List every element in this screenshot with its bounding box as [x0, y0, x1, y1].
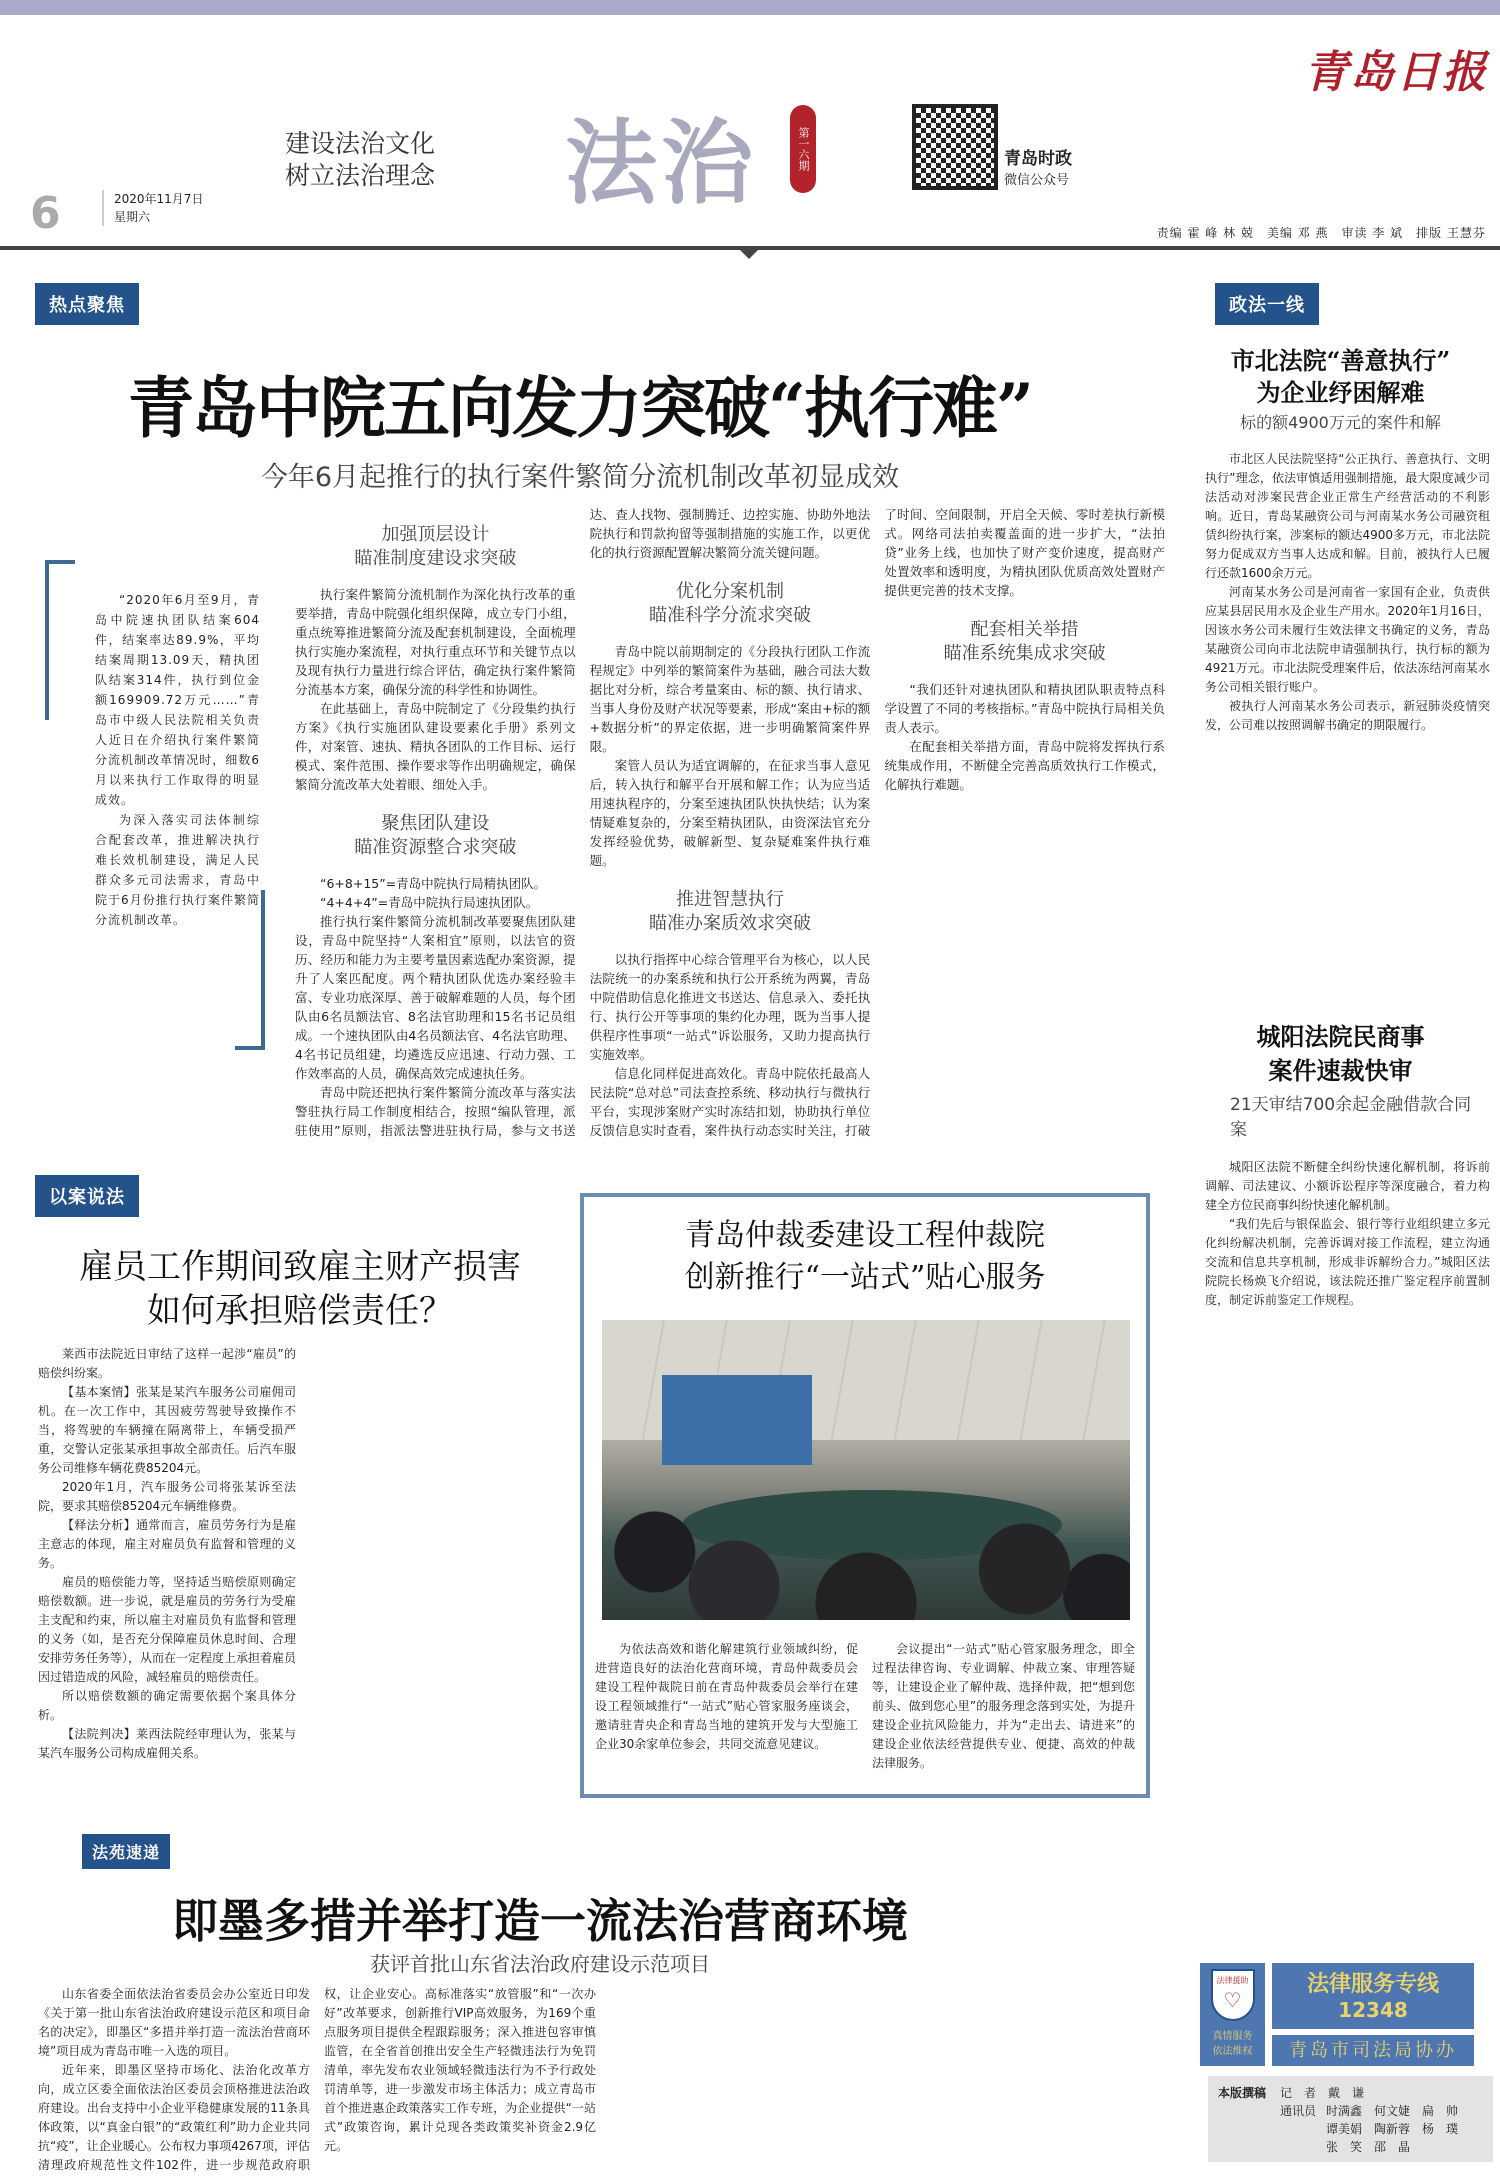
- paragraph: 山东省委全面依法治省委员会办公室近日印发《关于第一批山东省法治政府建设示范区和项目命名的决定》，即墨区“多措并举打造一流法治营商环境”项目成为青岛市唯一入选的项目。: [38, 1987, 310, 2058]
- hotline-number: 12348: [1338, 1998, 1408, 2022]
- motto-line: 建设法治文化: [285, 129, 436, 158]
- editor-byline: 责编 霍 峰 林 兢 美编 邓 燕 审读 李 斌 排版 王慧芬: [1156, 226, 1486, 240]
- paragraph: 在配套相关举措方面，青岛中院将发挥执行系统集成作用，不断健全完善高质效执行工作模式，化解执行难题。: [884, 739, 1165, 792]
- lead-subtitle: 今年6月起推行的执行案件繁简分流机制改革初显成效: [260, 462, 900, 493]
- subheading-line: 加强顶层设计: [381, 524, 490, 545]
- hotline-label: 法律服务专线: [1306, 1972, 1439, 1997]
- pointer-icon: [740, 250, 758, 259]
- right-headline-2: [1188, 1020, 1493, 1088]
- slogan: 真情服务: [1212, 2031, 1253, 2042]
- paragraph: 青岛中院以前期制定的《分段执行团队工作流程规定》中列举的繁简案件为基础，融合司法大数据比对分析，综合考量案由、标的额、执行请求、当事人身份及财产状况等要素，形成“案由+标的额+数据分析”的界定依据，进一步明确繁简案件界限。: [589, 644, 871, 754]
- paragraph: 以执行指挥中心综合管理平台为核心，以人民法院统一的办案系统和执行公开系统为两翼，青岛中院借助信息化推进文书送达、信息录入、委托执行、执行公开等事项的集约化办理，既为当事人提供程序性事项“一站式”诉讼服务，又助力提高执行实施效率。: [589, 952, 871, 1062]
- badge-text: 法律援助: [1216, 1976, 1249, 1985]
- credits-label: 本版撰稿: [1218, 2086, 1267, 2100]
- paragraph: 【法院判决】莱西法院经审理认为，张某与某汽车服务公司构成雇佣关系。: [38, 1727, 296, 1760]
- correspondents: 时满鑫 何文婕 扁 帅: [1326, 2104, 1459, 2118]
- paragraph: 【释法分析】通常而言，雇员劳务行为是雇主意志的体现，雇主对雇员负有监督和管理的义务。: [38, 1518, 296, 1570]
- paragraph: 信息化同样促进高效化。青岛中院依托最高人民法院“总对总”司法查控系统、移动执行与微执行平台，实现涉案财产实时冻结扣划，协助执行单位反馈信息实时查看，案件执行动态实时关注，打破了时间、空间限制，开启全天候、零时差执行新模式。网络司法拍卖覆盖面的进一步扩大，“法拍贷”业务上线，也加快了财产变价速度，提高财产处置效率和透明度，为精执团队优质高效处置财产提供更完善的技术支撑。: [589, 507, 1165, 1138]
- bottom-headline: 即墨多措并举打造一流法治营商环境: [172, 1894, 908, 1948]
- bottom-subtitle: 获评首批山东省法治政府建设示范项目: [370, 1952, 710, 1976]
- paragraph: 会议提出“一站式”贴心管家服务理念，即全过程法律咨询、专业调解、仲裁立案、审理答疑等，让建设企业了解仲裁、选择仲裁，把“想到您前头、做到您心里”的服务理念落到实处，为提升建设企业抗风险能力，并为“走出去、请进来”的建设企业依法经营提供专业、便捷、高效的仲裁法律服务。: [872, 1642, 1135, 1770]
- subheading-line: 瞄准系统集成求突破: [943, 643, 1106, 664]
- motto-line: 树立法治理念: [285, 161, 436, 190]
- slogan: 依法维权: [1212, 2046, 1253, 2057]
- reporter: 戴 谦: [1328, 2086, 1365, 2100]
- subheading-line: 瞄准制度建设求突破: [354, 548, 517, 569]
- section-tag: 法苑速递: [82, 1834, 170, 1869]
- paragraph: 城阳区法院不断健全纠纷快速化解机制，将诉前调解、司法建议、小额诉讼程序等深度融合，着力构建全方位民商事纠纷快速化解机制。: [1205, 1160, 1490, 1212]
- headline-line: 市北法院“善意执行”: [1230, 346, 1451, 375]
- box-body: [595, 1640, 1135, 1790]
- case-headline: [30, 1245, 570, 1333]
- subheading: [590, 888, 871, 936]
- right-subtitle-2: 21天审结700余起金融借款合同案: [1230, 1095, 1472, 1140]
- paragraph: 为依法高效和谐化解建筑行业领域纠纷，促进营造良好的法治化营商环境，青岛仲裁委员会建设工程仲裁院日前在青岛仲裁委员会举行在建设工程领域推行“一站式”贴心管家服务座谈会，邀请驻青央企和青岛当地的建筑开发与大型施工企业30余家单位参会，共同交流意见建议。: [595, 1642, 858, 1751]
- subheading: [884, 618, 1165, 666]
- headline-line: 为企业纾困解难: [1256, 378, 1425, 407]
- headline-line: 创新推行“一站式”贴心服务: [684, 1260, 1046, 1295]
- section-tag: 以案说法: [35, 1175, 139, 1217]
- correspondent-label: 通讯员: [1280, 2104, 1317, 2118]
- subheading-line: 瞄准办案质效求突破: [648, 913, 811, 934]
- subheading-line: 推进智慧执行: [675, 889, 784, 910]
- issue-seal: 第一六期: [790, 105, 816, 193]
- correspondents: 张 笑 邵 晶: [1326, 2140, 1411, 2154]
- top-band: [0, 0, 1500, 15]
- sponsor: 青岛市司法局协办: [1272, 2035, 1474, 2066]
- qr-code-icon: [912, 104, 998, 190]
- section-tag: 政法一线: [1215, 283, 1319, 325]
- right-headline-1: [1188, 345, 1493, 409]
- paragraph: 2020年1月，汽车服务公司将张某诉至法院，要求其赔偿85204元车辆维修费。: [38, 1480, 296, 1513]
- bracket-icon: [45, 560, 75, 720]
- qr-title: 青岛时政: [1004, 149, 1072, 169]
- bottom-body: [38, 1985, 1168, 2180]
- shield-heart-icon: 法律援助 ♡: [1211, 1969, 1255, 2021]
- qr-label: [1004, 148, 1072, 192]
- qr-subtitle: 微信公众号: [1004, 173, 1070, 188]
- lead-body: [295, 505, 1165, 1145]
- pull-quote: [45, 560, 260, 1050]
- lead-headline: 青岛中院五向发力突破“执行难”: [128, 369, 1032, 447]
- paragraph: “我们先后与银保监会、银行等行业组织建立多元化纠纷解决机制，完善诉调对接工作流程，建立沟通交流和信息共享机制，形成非诉解纷合力。”城阳区法院院长杨焕飞介绍说，该法院还推广鉴定程序前置制度，制定诉前鉴定工作规程。: [1205, 1217, 1490, 1307]
- paragraph: 近年来，即墨区坚持市场化、法治化改革方向，成立区委全面依法治区委员会顶格推进法治政府建设。出台支持中小企业平稳健康发展的11条具体政策，以“真金白银”的“政策红利”助力企业共同抗“疫”，让企业暖心。公布权力事项4267项，评估清理政府规范性文件102件，进一步规范政府职权，让企业安心。高标准落实“放管服”和“一次办好”改革要求，创新推行VIP高效服务，为169个重点服务项目提供全程跟踪服务；深入推进包容审慎监管，在全省首创推出安全生产轻微违法行为免罚清单，率先发布农业领域轻微违法行为不予行政处罚清单等，进一步激发市场主体活力；成立青岛市首个推进惠企政策落实工作专班，为企业提供“一站式”政策咨询，累计兑现各类政策奖补资金2.9亿元。: [38, 1987, 596, 2172]
- paragraph: “6+8+15”=青岛中院执行局精执团队。: [320, 876, 547, 891]
- paragraph: 【基本案情】张某是某汽车服务公司雇佣司机。在一次工作中，其因疲劳驾驶导致操作不当，将驾驶的车辆撞在隔离带上，车辆受损严重，交警认定张某承担事故全部责任。后汽车服务公司维修车辆花费85204元。: [38, 1385, 296, 1475]
- paragraph: 被执行人河南某水务公司表示，新冠肺炎疫情突发，公司难以按照调解书确定的期限履行。: [1205, 699, 1490, 732]
- box-headline: [585, 1215, 1145, 1299]
- subheading-line: 瞄准科学分流求突破: [648, 605, 811, 626]
- headline-line: 案件速裁快审: [1268, 1056, 1413, 1085]
- weekday: 星期六: [114, 210, 151, 224]
- reporter-label: 记 者: [1280, 2086, 1317, 2100]
- paragraph: “2020年6月至9月，青岛中院速执团队结案604件，结案率达89.9%，平均结案周期13.09天，精执团队结案314件，执行到位金额169909.72万元……”青岛市中级人民法院相关负责人近日在介绍执行案件繁简分流机制改革情况时，细数6月以来执行工作取得的明显成效。: [95, 593, 260, 807]
- subheading: [295, 523, 576, 571]
- paragraph: 青岛中院还把执行案件繁简分流改革与落实法警驻执行局工作制度相结合，按照“编队管理，派驻使用”原则，指派法警进驻执行局，参与文书送达、查人找物、强制腾迁、边控实施、协助外地法院执行和罚款拘留等强制措施的实施工作，以更优化的执行资源配置解决繁简分流关键问题。: [295, 507, 871, 1138]
- date: [102, 190, 203, 226]
- paragraph: 为深入落实司法体制综合配套改革，推进解决执行难长效机制建设，满足人民群众多元司法需求，青岛中院于6月份推行执行案件繁简分流机制改革。: [95, 813, 260, 927]
- paragraph: 推行执行案件繁简分流机制改革要聚焦团队建设，青岛中院坚持“人案相宜”原则，以法官的资历、经历和能力为主要考量因素选配办案资源，提升了人案匹配度。两个精执团队优选办案经验丰富、专业功底深厚、善于破解难题的人员，每个团队由6名员额法官、8名法官助理和15名书记员组成。一个速执团队由4名员额法官、4名法官助理、4名书记员组建，均遴选反应迅速、行动力强、工作效率高的人员，确保高效完成速执任务。: [295, 914, 576, 1081]
- meeting-photo: [602, 1320, 1130, 1620]
- legal-aid-badge: [1200, 1963, 1265, 2066]
- case-body: [38, 1345, 568, 1795]
- paragraph: 执行案件繁简分流机制作为深化执行改革的重要举措，青岛中院强化组织保障，成立专门小组，重点统筹推进繁简分流及配套机制建设，全面梳理执行实施办案流程，对执行重点环节和关键节点以及现有执行力量进行综合评估，确定执行案件繁简分流基本方案，确保分流的科学性和协调性。: [295, 587, 576, 697]
- subheading-line: 聚焦团队建设: [381, 813, 490, 834]
- subheading-line: 瞄准资源整合求突破: [354, 837, 517, 858]
- paragraph: “我们还针对速执团队和精执团队职责特点科学设置了不同的考核指标。”青岛中院执行局相关负责人表示。: [884, 682, 1165, 735]
- correspondents: 谭美娟 陶新蓉 杨 璞: [1326, 2122, 1459, 2136]
- paragraph: 河南某水务公司是河南省一家国有企业，负责供应某县居民用水及企业生产用水。2020年1月16日，因该水务公司未履行生效法律文书确定的义务，青岛某融资公司向市北法院申请强制执行，执行标的额为4921万元。市北法院受理案件后，依法冻结河南某水务公司相关银行账户。: [1205, 585, 1490, 694]
- subheading-line: 配套相关举措: [970, 619, 1079, 640]
- right-body-2: [1205, 1158, 1490, 1310]
- paragraph: 在此基础上，青岛中院制定了《分段集约执行方案》《执行实施团队建设要素化手册》系列文件，对案管、速执、精执各团队的工作目标、运行模式、案件范围、操作要求等作出明确规定，确保繁简分流改革大处着眼、细处入手。: [295, 701, 576, 792]
- right-body-1: [1205, 450, 1490, 735]
- page-number: 6: [30, 188, 61, 239]
- headline-line: 雇员工作期间致雇主财产损害: [79, 1247, 521, 1287]
- headline-line: 城阳法院民商事: [1256, 1022, 1425, 1051]
- hotline-panel: [1272, 1963, 1474, 2029]
- newspaper-logo: 青岛日报: [1304, 47, 1488, 98]
- date-text: 2020年11月7日: [114, 192, 204, 206]
- subheading: [295, 812, 576, 860]
- right-subtitle-1: 标的额4900万元的案件和解: [1240, 413, 1441, 432]
- paragraph: 案管人员认为适宜调解的，在征求当事人意见后，转入执行和解平台开展和解工作；认为应当适用速执程序的，分案至速执团队快执快结；认为案情疑难复杂的，分案至精执团队，由资深法官充分发挥经验优势，破解新型、复杂疑难案件执行难题。: [589, 758, 871, 868]
- headline-line: 青岛仲裁委建设工程仲裁院: [685, 1218, 1045, 1253]
- paragraph: “4+4+4”=青岛中院执行局速执团队。: [320, 895, 539, 910]
- paragraph: 市北区人民法院坚持“公正执行、善意执行、文明执行”理念，依法审慎适用强制措施，最大限度减少司法活动对涉案民营企业正常生产经营活动的不利影响。近日，青岛某融资公司与河南某水务公司融资租赁纠纷执行案，涉案标的额达4900多万元，市北法院努力促成双方当事人达成和解。目前，被执行人已履行还款1600余万元。: [1205, 452, 1490, 580]
- section-title: 法治: [565, 109, 758, 217]
- paragraph: 雇员的赔偿能力等，坚持适当赔偿原则确定赔偿数额。进一步说，就是雇员的劳务行为受雇主支配和约束，所以雇主对雇员负有监督和管理的义务（如，是否充分保障雇员休息时间、合理安排劳务任务等），从而在一定程度上承担着雇员因过错造成的风险，减轻雇员的赔偿责任。: [38, 1575, 297, 1684]
- headline-line: 如何承担赔偿责任？: [147, 1291, 453, 1331]
- motto: [285, 128, 435, 192]
- credits-box: [1208, 2076, 1493, 2162]
- subheading-line: 优化分案机制: [675, 581, 784, 602]
- subheading: [590, 580, 871, 628]
- section-tag: 热点聚焦: [35, 283, 139, 325]
- paragraph: 莱西市法院近日审结了这样一起涉“雇员”的赔偿纠纷案。: [38, 1347, 296, 1380]
- paragraph: 所以赔偿数额的确定需要依据个案具体分析。: [38, 1689, 296, 1722]
